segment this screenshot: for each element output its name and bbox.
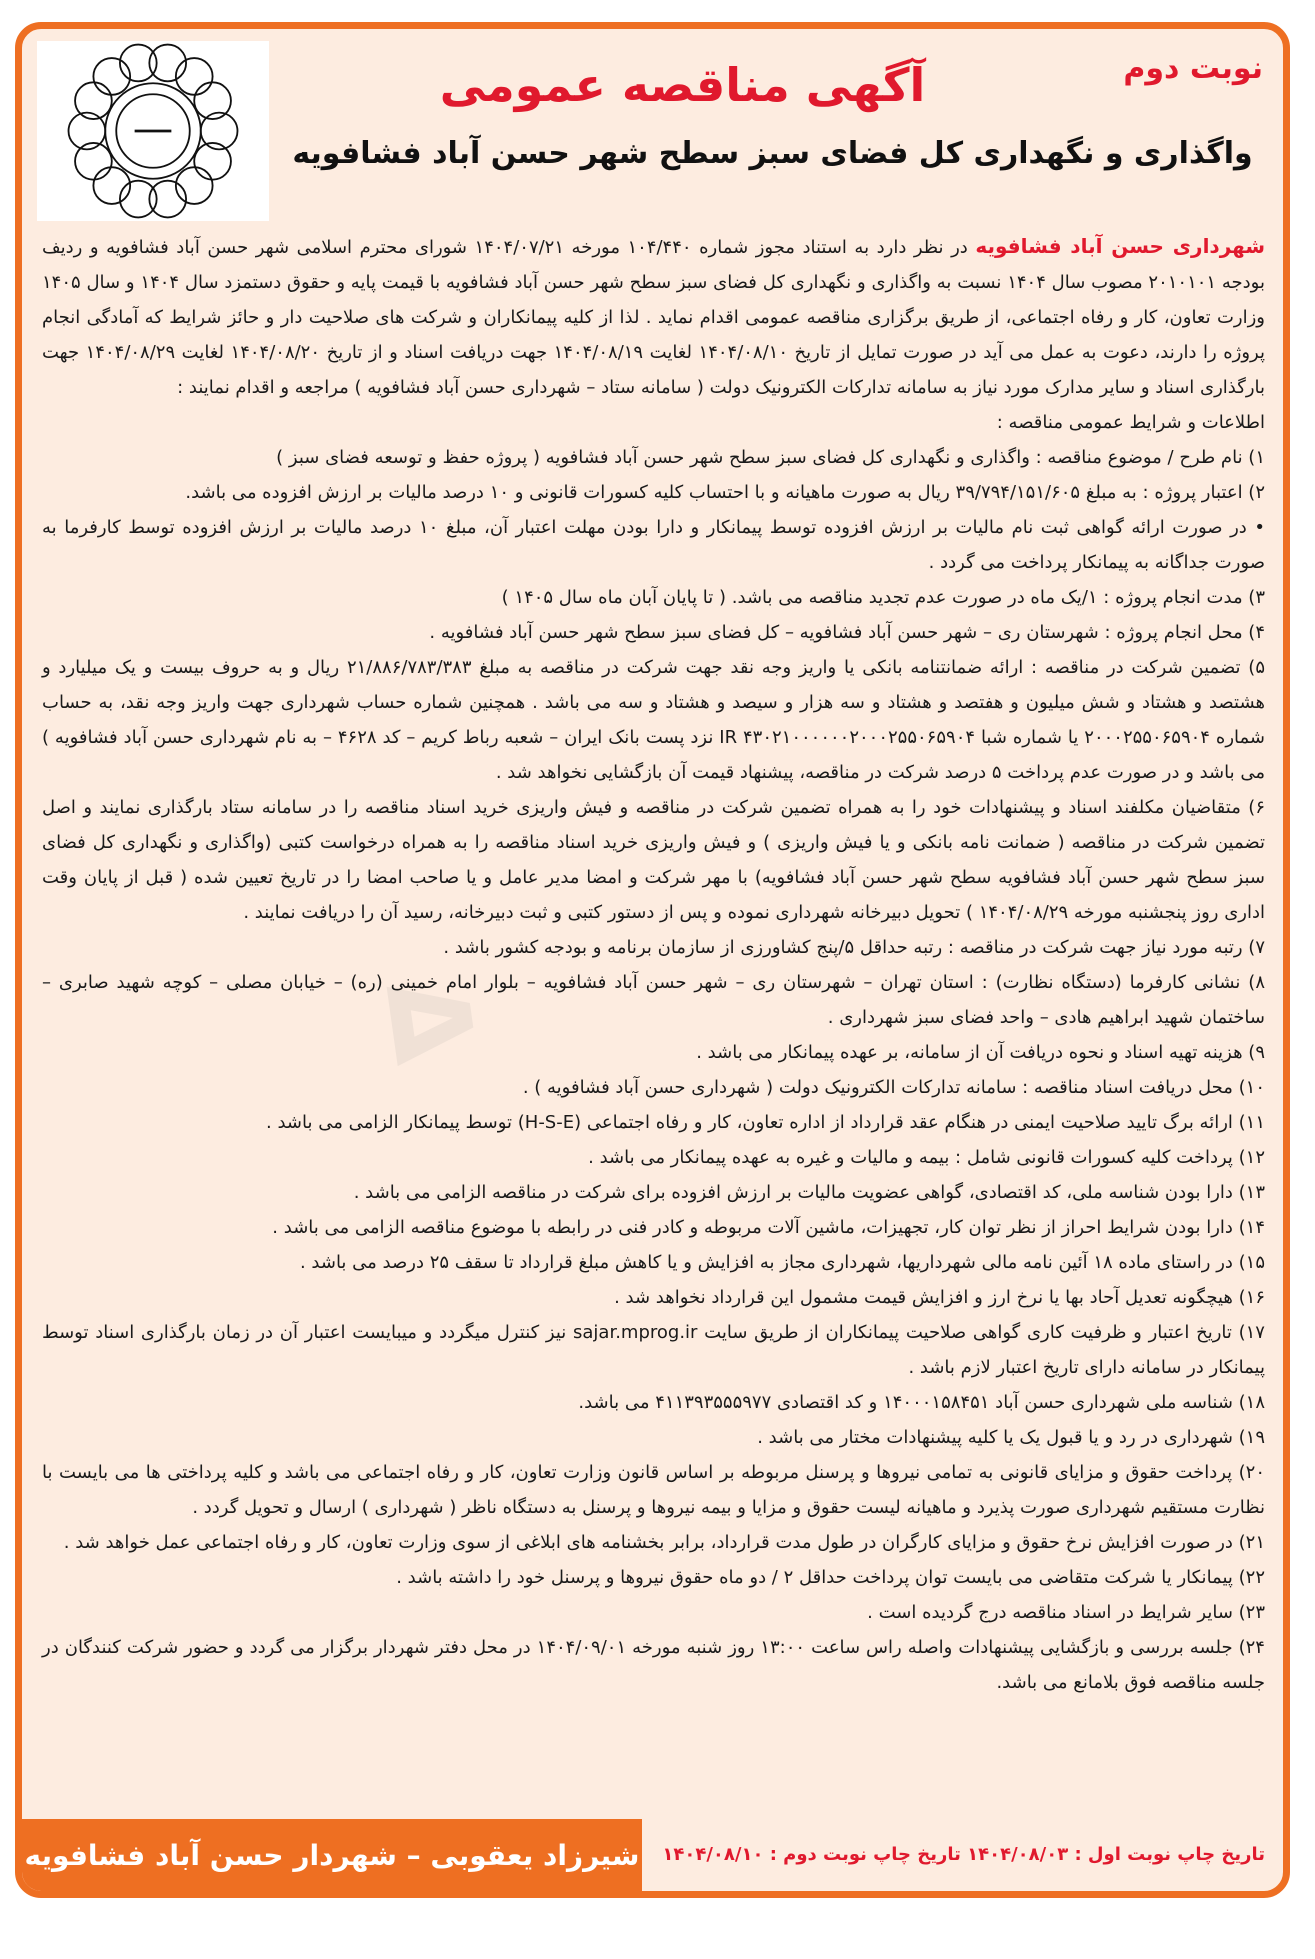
condition-item: ۱۸) شناسه ملی شهرداری حسن آباد ۱۴۰۰۰۱۵۸۴۵۱ و کد اقتصادی ۴۱۱۳۹۳۵۵۵۹۷۷ می باشد. — [578, 1392, 1265, 1413]
condition-item: ۷) رتبه مورد نیاز جهت شرکت در مناقصه : رتبه حداقل ۵/پنج کشاورزی از سازمان برنامه و بودجه کشور باشد . — [443, 937, 1265, 958]
condition-item: ۱) نام طرح / موضوع مناقصه : واگذاری و نگهداری کل فضای سبز سطح شهر حسن آباد فشافویه ( پروژه حفظ و توسعه فضای سبز ) — [276, 447, 1265, 468]
conditions-heading: اطلاعات و شرایط عمومی مناقصه : — [996, 412, 1265, 433]
condition-item: ۲۱) در صورت افزایش نرخ حقوق و مزایای کارگران در طول مدت قرارداد، برابر بخشنامه های ابلاغی از سوی وزارت تعاون، کار و رفاه اجتماعی عمل خواهد شد . — [63, 1532, 1265, 1553]
signature-band — [22, 1819, 642, 1891]
condition-item: ۳) مدت انجام پروژه : ۱/یک ماه در صورت عدم تجدید مناقصه می باشد. ( تا پایان آبان ماه سال ۱۴۰۵ ) — [501, 587, 1265, 608]
condition-item: ۱۳) دارا بودن شناسه ملی، کد اقتصادی، گواهی عضویت مالیات بر ارزش افزوده برای شرکت در مناقصه الزامی می باشد . — [353, 1182, 1265, 1203]
intro-paragraph — [42, 229, 1265, 405]
municipality-logo — [37, 41, 269, 221]
print-dates-box — [642, 1819, 1283, 1891]
condition-item: ۱۹) شهرداری در رد و یا قبول یک یا کلیه پیشنهادات مختار می باشد . — [757, 1427, 1265, 1448]
print-dates: تاریخ چاپ نوبت اول : ۱۴۰۴/۰۸/۰۳ تاریخ چاپ نوبت دوم : ۱۴۰۴/۰۸/۱۰ — [662, 1844, 1265, 1865]
condition-item: ۱۰) محل دریافت اسناد مناقصه : سامانه تدارکات الکترونیک دولت ( شهرداری حسن آباد فشافویه ) . — [522, 1077, 1265, 1098]
signature: شیرزاد یعقوبی – شهردار حسن آباد فشافویه — [24, 1838, 640, 1872]
tender-notice — [15, 22, 1290, 1898]
condition-item: ۲۴) جلسه بررسی و بازگشایی پیشنهادات واصله راس ساعت ۱۳:۰۰ روز شنبه مورخه ۱۴۰۴/۰۹/۰۱ در محل دفتر شهردار برگزار می گردد و حضور شرکت کنندگان در جلسه مناقصه فوق بلامانع می باشد. — [42, 1637, 1265, 1693]
condition-item: ۸) نشانی کارفرما (دستگاه نظارت) : استان تهران – شهرستان ری – شهر حسن آباد فشافویه – بلوار امام خمینی (ره) – خیابان مصلی – کوچه شهید صابری – ساختمان شهید ابراهیم هادی – واحد فضای سبز شهرداری . — [42, 972, 1265, 1028]
condition-item: ۱۷) تاریخ اعتبار و ظرفیت کاری گواهی صلاحیت پیمانکاران از طریق سایت sajar.mprog.ir نیز کنترل میگردد و میبایست اعتبار آن در زمان بارگذاری اسناد توسط پیمانکار در سامانه دارای تاریخ اعتبار لازم باشد . — [42, 1322, 1265, 1378]
intro-lead: شهرداری حسن آباد فشافویه — [975, 234, 1266, 258]
conditions-list — [42, 440, 1265, 1700]
condition-item: ۲۳) سایر شرایط در اسناد مناقصه درج گردیده است . — [867, 1602, 1265, 1623]
condition-item: ۱۴) دارا بودن شرایط احراز از نظر توان کار، تجهیزات، ماشین آلات مربوطه و کادر فنی در رابطه با موضوع مناقصه الزامی می باشد . — [272, 1217, 1265, 1238]
condition-item: ۶) متقاضیان مکلفند اسناد و پیشنهادات خود را به همراه تضمین شرکت در مناقصه و فیش واریزی خرید اسناد مناقصه را در سامانه ستاد بارگذاری نمایند و اصل تضمین شرکت در مناقصه ( ضمانت نامه بانکی و یا فیش واریزی ) و فیش واریزی خرید اسناد مناقصه را به همراه درخواست کتبی (واگذاری و نگهداری کل فضای سبز سطح شهر حسن آباد فشافویه سطح شهر حسن آباد فشافویه) با مهر شرکت و امضا مدیر عامل و یا صاحب امضا را در تاریخ تعیین شده ( قبل از پایان وقت اداری روز پنجشنبه مورخه ۱۴۰۴/۰۸/۲۹ ) تحویل دبیرخانه شهرداری نموده و پس از دستور کتبی و ثبت دبیرخانه، رسید آن را دریافت نمایند . — [42, 797, 1265, 923]
watermark: ᐅ — [373, 952, 490, 1094]
condition-item: ۲۲) پیمانکار یا شرکت متقاضی می بایست توان پرداخت حداقل ۲ / دو ماه حقوق نیروها و پرسنل خود را داشته باشد . — [396, 1567, 1265, 1588]
condition-item: ۹) هزینه تهیه اسناد و نحوه دریافت آن از سامانه، بر عهده پیمانکار می باشد . — [696, 1042, 1265, 1063]
condition-item: • در صورت ارائه گواهی ثبت نام مالیات بر ارزش افزوده توسط پیمانکار و دارا بودن مهلت اعتبار آن، مبلغ ۱۰ درصد مالیات بر ارزش افزوده توسط کارفرما به صورت جداگانه به پیمانکار پرداخت می گردد . — [42, 517, 1265, 573]
condition-item: ۲۰) پرداخت حقوق و مزایای قانونی به تمامی نیروها و پرسنل مربوطه بر اساس قانون وزارت تعاون، کار و رفاه اجتماعی می باشد و کلیه پرداختی ها می بایست با نظارت مستقیم شهرداری صورت پذیرد و ماهیانه لیست حقوق و مزایا و بیمه نیروها و پرسنل به دستگاه ناظر ( شهرداری ) ارسال و تحویل گردد . — [42, 1462, 1265, 1518]
intro-text: در نظر دارد به استناد مجوز شماره ۱۰۴/۴۴۰ مورخه ۱۴۰۴/۰۷/۲۱ شورای محترم اسلامی شهر حسن آباد فشافویه و ردیف بودجه ۲۰۱۰۱۰۱ مصوب سال ۱۴۰۴ نسبت به واگذاری و نگهداری کل فضای سبز سطح شهر حسن آباد فشافویه با قیمت پایه و حقوق دستمزد سال ۱۴۰۴ و سال ۱۴۰۵ وزارت تعاون، کار و رفاه اجتماعی، از طریق برگزاری مناقصه عمومی اقدام نماید . لذا از کلیه پیمانکاران و شرکت های صلاحیت دار و حائز شرایط که آمادگی انجام پروژه را دارند، دعوت به عمل می آید در صورت تمایل از تاریخ ۱۴۰۴/۰۸/۱۰ لغایت ۱۴۰۴/۰۸/۱۹ جهت دریافت اسناد و از تاریخ ۱۴۰۴/۰۸/۲۰ لغایت ۱۴۰۴/۰۸/۲۹ جهت بارگذاری اسناد و سایر مدارک مورد نیاز به سامانه تدارکات الکترونیک دولت ( سامانه ستاد – شهرداری حسن آباد فشافویه ) مراجعه و اقدام نمایند : — [42, 237, 1265, 398]
condition-item: ۵) تضمین شرکت در مناقصه : ارائه ضمانتنامه بانکی یا واریز وجه نقد جهت شرکت در مناقصه به مبلغ ۲۱/۸۸۶/۷۸۳/۳۸۳ ریال و به حروف بیست و یک میلیارد و هشتصد و هشتاد و شش میلیون و هفتصد و هشتاد و سه هزار و سیصد و هشتاد و سه می باشد . همچنین شماره حساب شهرداری جهت واریز وجه نقد، به حساب شماره ۲۰۰۰۲۵۵۰۶۵۹۰۴ یا شماره شبا IR ۴۳۰۲۱۰۰۰۰۰۰۲۰۰۰۲۵۵۰۶۵۹۰۴ نزد پست بانک ایران – شعبه رباط کریم – کد ۴۶۲۸ – به نام شهرداری حسن آباد فشافویه ) می باشد و در صورت عدم پرداخت ۵ درصد شرکت در مناقصه، پیشنهاد قیمت آن بازگشایی نخواهد شد . — [42, 657, 1265, 783]
condition-item: ۱۲) پرداخت کلیه کسورات قانونی شامل : بیمه و مالیات و غیره به عهده پیمانکار می باشد . — [588, 1147, 1265, 1168]
round-label: نوبت دوم — [1123, 51, 1263, 86]
condition-item: ۱۱) ارائه برگ تایید صلاحیت ایمنی در هنگام عقد قرارداد از اداره تعاون، کار و رفاه اجتماعی (H-S-E) توسط پیمانکار الزامی می باشد . — [266, 1112, 1265, 1133]
notice-body — [42, 229, 1265, 1809]
notice-subtitle: واگذاری و نگهداری کل فضای سبز سطح شهر حسن آباد فشافویه — [292, 136, 1253, 171]
condition-item: ۴) محل انجام پروژه : شهرستان ری – شهر حسن آباد فشافویه – کل فضای سبز سطح شهر حسن آباد فشافویه . — [429, 622, 1265, 643]
notice-header — [22, 29, 1283, 229]
condition-item: ۱۵) در راستای ماده ۱۸ آئین نامه مالی شهرداریها، شهرداری مجاز به افزایش و یا کاهش مبلغ قرارداد تا سقف ۲۵ درصد می باشد . — [299, 1252, 1265, 1273]
condition-item: ۲) اعتبار پروژه : به مبلغ ۳۹/۷۹۴/۱۵۱/۶۰۵ ریال به صورت ماهیانه و با احتساب کلیه کسورات قانونی و ۱۰ درصد مالیات بر ارزش افزوده می باشد. — [185, 482, 1265, 503]
notice-title: آگهی مناقصه عمومی — [439, 58, 926, 112]
notice-footer — [22, 1819, 1283, 1891]
condition-item: ۱۶) هیچگونه تعدیل آحاد بها یا نرخ ارز و افزایش قیمت مشمول این قرارداد نخواهد شد . — [614, 1287, 1265, 1308]
